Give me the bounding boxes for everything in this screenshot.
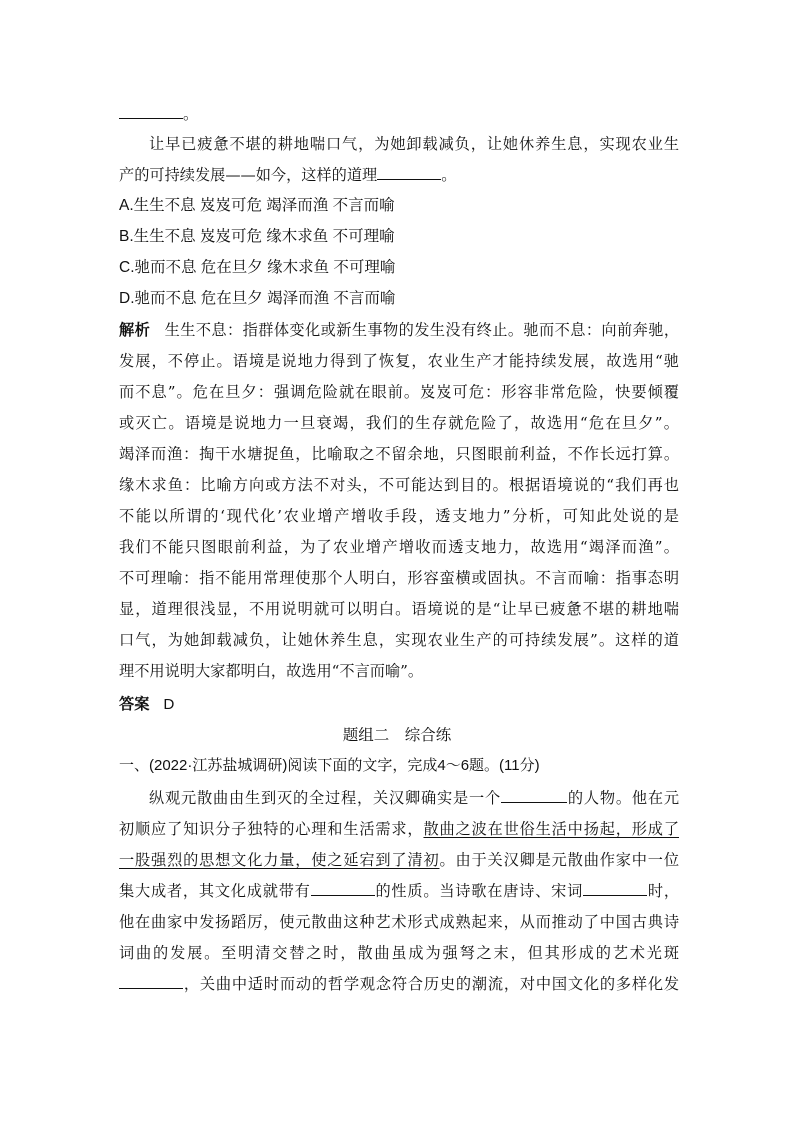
answer-blank [119,974,183,989]
answer-blank [583,881,647,896]
analysis-line: 不可理喻：指不能用常理使那个人明白，形容蛮横或固执。不言而喻：指事态明 [119,569,679,587]
option-d: D.驰而不息 危在旦夕 竭泽而渔 不言而喻 [119,290,396,307]
option-c: C.驰而不息 危在旦夕 缘木求鱼 不可理喻 [119,259,396,276]
analysis-line: 缘木求鱼：比喻方向或方法不对头，不可能达到目的。根据语境说的“我们再也 [119,476,679,494]
underlined-sentence: 一股强烈的思想文化力量，使之延宕到了清初 [119,851,440,869]
section-title: 题组二 综合练 [342,726,452,744]
answer-blank [501,788,567,803]
answer-line [119,694,679,715]
passage-line: 他在曲家中发扬蹈厉，使元散曲这种艺术形式成熟起来，从而推动了中国古典诗 [119,913,679,931]
passage-line: ，关曲中适时而动的哲学观念符合历史的潮流，对中国文化的多样化发 [119,974,679,994]
option-a: A.生生不息 岌岌可危 竭泽而渔 不言而喻 [119,197,395,214]
analysis-line: 竭泽而渔：掏干水塘捉鱼，比喻取之不留余地，只图眼前利益，不作长远打算。 [119,445,679,463]
analysis-line: 解析 生生不息：指群体变化或新生事物的发生没有终止。驰而不息：向前奔驰， [119,321,680,339]
analysis-line: 或灭亡。语境是说地力一旦衰竭，我们的生存就危险了，故选用“危在旦夕”。 [119,414,679,432]
passage-context-line: 让早已疲惫不堪的耕地喘口气，为她卸载减负，让她休养生息，实现农业生 [149,135,679,153]
passage-line: 集大成者，其文化成就带有 的性质。当诗歌在唐诗、宋词 时， [119,882,680,900]
answer-value: D [163,696,175,713]
analysis-line: 不能以所谓的‘现代化’农业增产增收手段，透支地力”分析，可知此处说的是 [119,507,679,525]
passage-line: 初顺应了知识分子独特的心理和生活需求，散曲之波在世俗生活中扬起，形成了 [119,820,680,838]
analysis-line: 而不息”。危在旦夕：强调危险就在眼前。岌岌可危：形容非常危险，快要倾覆 [119,383,679,401]
analysis-line: 我们不能只图眼前利益，为了农业增产增收而透支地力，故选用“竭泽而渔”。 [119,538,679,556]
option-b: B.生生不息 岌岌可危 缘木求鱼 不可理喻 [119,228,395,245]
top-fragment-line: 。 [119,104,679,124]
analysis-line: 理不用说明大家都明白，故选用“不言而喻”。 [119,662,424,680]
passage-line: 词曲的发展。至明清交替之时，散曲虽成为强弩之末，但其形成的艺术光斑 [119,944,679,962]
answer-blank [377,165,441,180]
analysis-label: 解析 [119,322,151,339]
analysis-line: 发展，不停止。语境是说地力得到了恢复，农业生产才能持续发展，故选用“驰 [119,352,679,370]
answer-blank [119,104,183,119]
passage-line: 纵观元散曲由生到灭的全过程，关汉卿确实是一个 的人物。他在元 [149,789,679,807]
underlined-sentence: 散曲之波在世俗生活中扬起，形成了 [423,820,680,838]
analysis-line: 显，道理很浅显，不用说明就可以明白。语境说的是“让早已疲惫不堪的耕地喘 [119,600,679,618]
analysis-line: 口气，为她卸载减负，让她休养生息，实现农业生产的可持续发展”。这样的道 [119,631,679,649]
answer-blank [311,881,375,896]
passage-line: 一股强烈的思想文化力量，使之延宕到了清初。由于关汉卿是元散曲作家中一位 [119,851,680,869]
passage-context-line: 产的可持续发展——如今，这样的道理 。 [119,166,457,184]
answer-label: 答案 [119,696,150,713]
question-header: 一、(2022·江苏盐城调研)阅读下面的文字，完成4～6题。(11分) [119,757,540,774]
